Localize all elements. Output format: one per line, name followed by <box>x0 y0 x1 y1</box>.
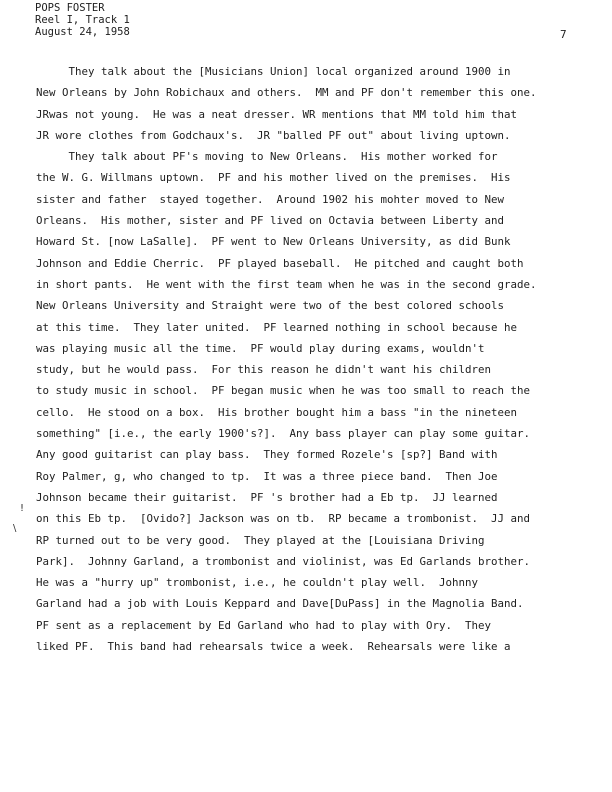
document-header <box>35 2 130 38</box>
text-line: the W. G. Willmans uptown. PF and his mother lived on the premises. His <box>36 171 511 185</box>
transcript-body <box>36 61 592 657</box>
text-line: on this Eb tp. [Ovido?] Jackson was on tb. RP became a trombonist. JJ and <box>36 512 531 526</box>
text-line: sister and father stayed together. Around 1902 his mohter moved to New <box>36 192 505 206</box>
text-line: liked PF. This band had rehearsals twice a week. Rehearsals were like a <box>36 640 511 654</box>
text-line: Orleans. His mother, sister and PF lived on Octavia between Liberty and <box>36 214 505 228</box>
text-line: to study music in school. PF began music when he was too small to reach the <box>36 384 531 398</box>
text-line: in short pants. He went with the first team when he was in the second grade. <box>36 277 537 291</box>
text-line: Roy Palmer, g, who changed to tp. It was a three piece band. Then Joe <box>36 469 498 483</box>
text-line: was playing music all the time. PF would play during exams, wouldn't <box>36 341 485 355</box>
text-line: New Orleans University and Straight were two of the best colored schools <box>36 299 505 313</box>
text-line: JR wore clothes from Godchaux's. JR "balled PF out" about living uptown. <box>36 128 511 142</box>
header-name: POPS FOSTER <box>35 2 105 14</box>
header-reel: Reel I, Track 1 <box>35 14 130 26</box>
text-line: something" [i.e., the early 1900's?]. Any bass player can play some guitar. <box>36 427 531 441</box>
margin-mark: \ <box>13 523 17 534</box>
text-line: RP turned out to be very good. They played at the [Louisiana Driving <box>36 533 485 547</box>
text-line: Park]. Johnny Garland, a trombonist and violinist, was Ed Garlands brother. <box>36 554 531 568</box>
text-line: He was a "hurry up" trombonist, i.e., he couldn't play well. Johnny <box>36 576 479 590</box>
text-line: PF sent as a replacement by Ed Garland who had to play with Ory. They <box>36 618 492 632</box>
text-line: Johnson became their guitarist. PF 's brother had a Eb tp. JJ learned <box>36 490 498 504</box>
text-line: cello. He stood on a box. His brother bought him a bass "in the nineteen <box>36 405 518 419</box>
margin-mark: ! <box>20 503 25 514</box>
text-line: Garland had a job with Louis Keppard and Dave[DuPass] in the Magnolia Band. <box>36 597 524 611</box>
text-line: Howard St. [now LaSalle]. PF went to New Orleans University, as did Bunk <box>36 235 511 249</box>
text-line: Johnson and Eddie Cherric. PF played baseball. He pitched and caught both <box>36 256 524 270</box>
page-number: 7 <box>560 28 567 41</box>
text-line: New Orleans by John Robichaux and others. MM and PF don't remember this one. <box>36 86 537 100</box>
text-line: They talk about the [Musicians Union] local organized around 1900 in <box>36 65 511 78</box>
text-line: They talk about PF's moving to New Orleans. His mother worked for <box>36 150 498 164</box>
text-line: JRwas not young. He was a neat dresser. WR mentions that MM told him that <box>36 107 518 121</box>
header-date: August 24, 1958 <box>35 26 130 38</box>
text-line: Any good guitarist can play bass. They formed Rozele's [sp?] Band with <box>36 448 498 462</box>
text-line: study, but he would pass. For this reason he didn't want his children <box>36 363 492 377</box>
text-line: at this time. They later united. PF learned nothing in school because he <box>36 320 518 334</box>
